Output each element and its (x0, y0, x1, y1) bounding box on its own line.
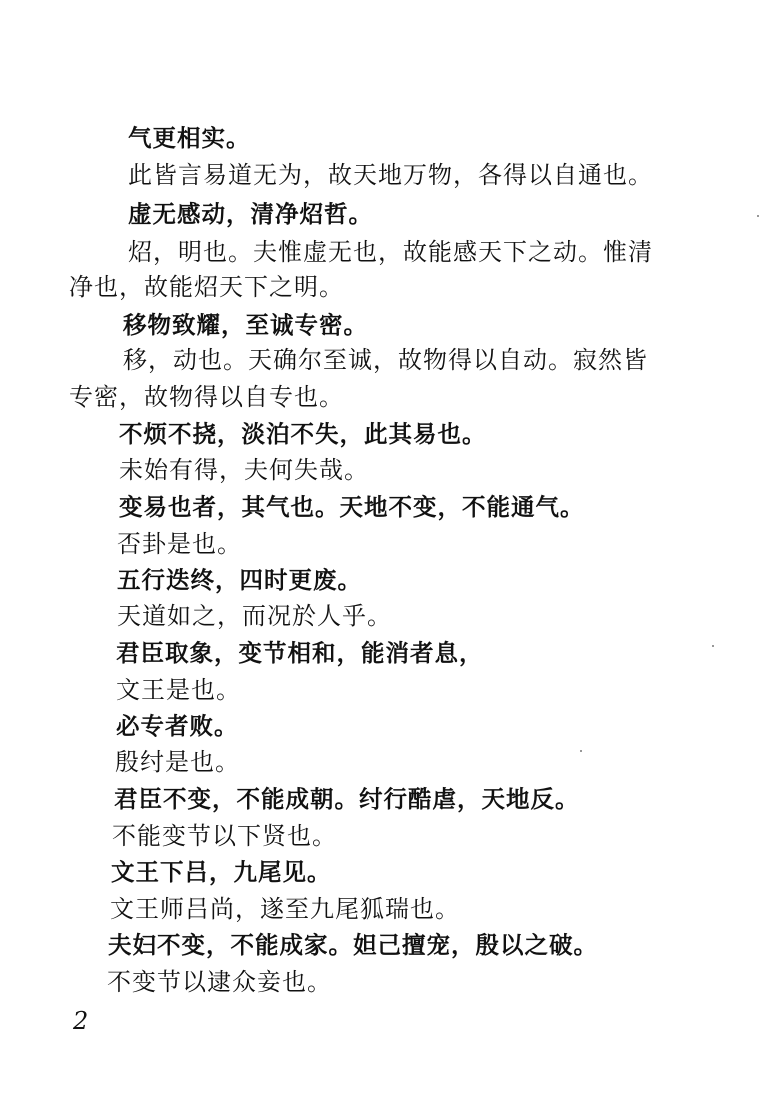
page-number: 2 (73, 1007, 89, 1035)
text-line-6: 移物致耀，至诚专密。 (123, 311, 368, 339)
text-line-22: 文王师吕尚，遂至九尾狐瑞也。 (110, 895, 460, 923)
text-line-17: 必专者败。 (116, 712, 239, 740)
scan-speck (712, 645, 714, 647)
text-line-24: 不变节以逮众妾也。 (107, 968, 332, 996)
text-line-16: 文王是也。 (116, 676, 241, 704)
text-line-20: 不能变节以下贤也。 (112, 822, 337, 850)
text-line-9: 不烦不挠，淡泊不失，此其易也。 (119, 420, 487, 448)
text-line-21: 文王下吕，九尾见。 (111, 858, 332, 886)
text-line-13: 五行迭终，四时更废。 (117, 566, 362, 594)
text-line-15: 君臣取象，变节相和，能消者息， (116, 639, 484, 667)
text-line-2: 此皆言易道无为，故天地万物，各得以自通也。 (128, 161, 653, 189)
text-line-23: 夫妇不变，不能成家。妲己擅宠，殷以之破。 (108, 931, 598, 959)
scan-speck (580, 750, 582, 752)
text-line-12: 否卦是也。 (117, 530, 242, 558)
text-line-19: 君臣不变，不能成朝。纣行酷虐，天地反。 (114, 785, 580, 813)
text-line-11: 变易也者，其气也。天地不变，不能通气。 (119, 493, 585, 521)
text-line-5: 净也，故能炤天下之明。 (69, 273, 344, 301)
scan-speck (757, 215, 759, 217)
text-line-1: 气更相实。 (128, 124, 251, 152)
text-line-7: 移，动也。天确尔至诚，故物得以自动。寂然皆 (123, 346, 648, 374)
text-line-8: 专密，故物得以自专也。 (69, 383, 344, 411)
text-line-4: 炤，明也。夫惟虚无也，故能感天下之动。惟清 (128, 238, 653, 266)
text-line-14: 天道如之，而况於人乎。 (117, 602, 392, 630)
text-line-3: 虚无感动，清净炤哲。 (128, 200, 373, 228)
text-line-10: 未始有得，夫何失哉。 (119, 456, 369, 484)
text-line-18: 殷纣是也。 (115, 748, 240, 776)
